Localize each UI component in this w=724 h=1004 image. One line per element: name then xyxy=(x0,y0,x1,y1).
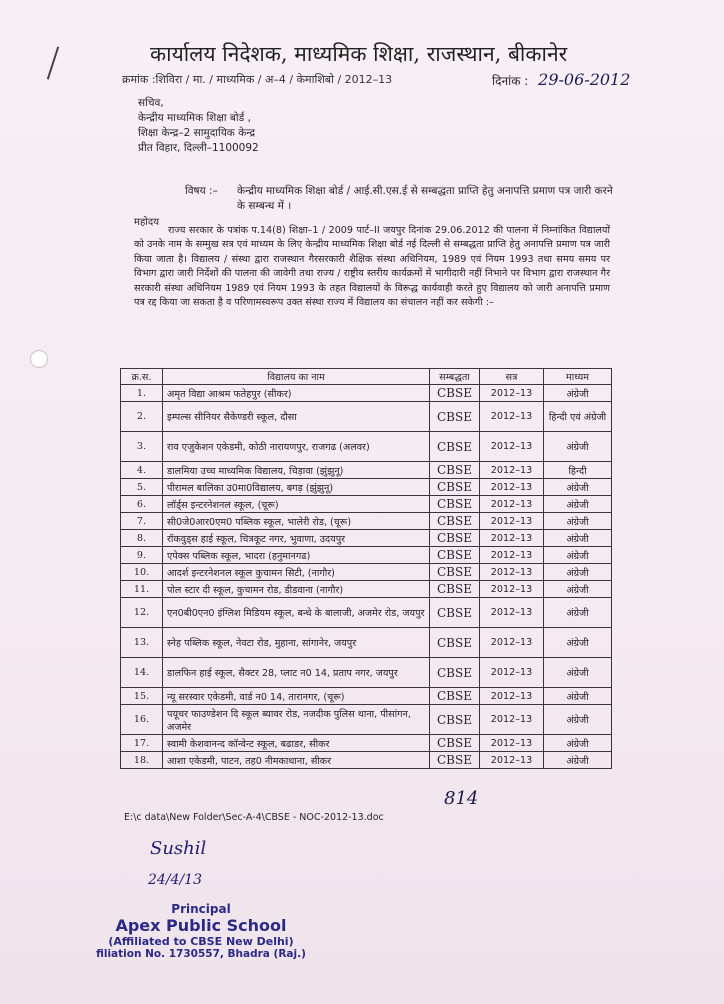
school-stamp xyxy=(86,902,316,960)
table-row xyxy=(121,735,612,752)
medium-cell: अंग्रेजी xyxy=(544,385,612,402)
affiliation-cell: CBSE xyxy=(430,628,480,658)
salutation: महोदय xyxy=(134,217,159,228)
table-row xyxy=(121,402,612,432)
header-school-name: विद्यालय का नाम xyxy=(163,369,430,385)
serial-cell: 1. xyxy=(121,385,163,402)
affiliation-cell: CBSE xyxy=(430,385,480,402)
signature: Sushil xyxy=(150,838,207,859)
header-medium: माध्यम xyxy=(544,369,612,385)
school-name-cell: न्यू सरस्वार एकेडमी, वार्ड न0 14, तारानगर, (चूरू) xyxy=(163,688,430,705)
session-cell: 2012–13 xyxy=(480,496,544,513)
affiliation-cell: CBSE xyxy=(430,752,480,769)
signature-date: 24/4/13 xyxy=(148,872,202,888)
header-session: सत्र xyxy=(480,369,544,385)
serial-cell: 15. xyxy=(121,688,163,705)
serial-cell: 3. xyxy=(121,432,163,462)
serial-cell: 9. xyxy=(121,547,163,564)
serial-cell: 16. xyxy=(121,705,163,735)
table-row xyxy=(121,752,612,769)
serial-cell: 7. xyxy=(121,513,163,530)
affiliation-cell: CBSE xyxy=(430,658,480,688)
session-cell: 2012–13 xyxy=(480,402,544,432)
session-cell: 2012–13 xyxy=(480,688,544,705)
affiliation-cell: CBSE xyxy=(430,432,480,462)
session-cell: 2012–13 xyxy=(480,752,544,769)
stamp-role: Principal xyxy=(171,902,231,916)
table-header-row xyxy=(121,369,612,385)
affiliation-cell: CBSE xyxy=(430,462,480,479)
date-line xyxy=(492,70,630,89)
school-name-cell: लॉर्ड्स इन्टरनेशनल स्कूल, (चूरू) xyxy=(163,496,430,513)
serial-cell: 8. xyxy=(121,530,163,547)
affiliation-cell: CBSE xyxy=(430,402,480,432)
table-row xyxy=(121,432,612,462)
medium-cell: अंग्रेजी xyxy=(544,688,612,705)
serial-cell: 13. xyxy=(121,628,163,658)
table-row xyxy=(121,564,612,581)
medium-cell: अंग्रेजी xyxy=(544,513,612,530)
table-row xyxy=(121,598,612,628)
school-name-cell: सी0जे0आर0एम0 पब्लिक स्कूल, भालेरी रोड, (चूरू) xyxy=(163,513,430,530)
school-name-cell: रॉकवुड्स हाई स्कूल, चित्रकूट नगर, भुवाणा, उदयपुर xyxy=(163,530,430,547)
subject-text: केन्द्रीय माध्यमिक शिक्षा बोर्ड / आई.सी.एस.ई से सम्बद्धता प्राप्ति हेतु अनापत्ति प्रमाण पत्र जारी करने के सम्बन्ध में । xyxy=(237,185,613,212)
session-cell: 2012–13 xyxy=(480,385,544,402)
affiliation-cell: CBSE xyxy=(430,688,480,705)
school-name-cell: अमृत विद्या आश्रम फतेहपुर (सीकर) xyxy=(163,385,430,402)
medium-cell: अंग्रेजी xyxy=(544,598,612,628)
medium-cell: अंग्रेजी xyxy=(544,547,612,564)
medium-cell: हिन्दी xyxy=(544,462,612,479)
address-line: सचिव, xyxy=(138,97,164,109)
table-row xyxy=(121,628,612,658)
affiliation-cell: CBSE xyxy=(430,735,480,752)
school-name-cell: एपेक्स पब्लिक स्कूल, भादरा (हनुमानगढ) xyxy=(163,547,430,564)
affiliation-cell: CBSE xyxy=(430,705,480,735)
serial-cell: 18. xyxy=(121,752,163,769)
school-name-cell: डालफिन हाई स्कूल, सैक्टर 28, प्लाट न0 14, प्रताप नगर, जयपुर xyxy=(163,658,430,688)
punch-hole xyxy=(30,350,48,368)
serial-cell: 14. xyxy=(121,658,163,688)
address-line: प्रीत विहार, दिल्ली–1100092 xyxy=(138,142,259,154)
page-mark: 814 xyxy=(444,788,479,809)
school-name-cell: पयूचर फाउण्डेशन दि स्कूल ब्यावर रोड, नजदीक पुलिस थाना, पीसांगन, अजमेर xyxy=(163,705,430,735)
serial-cell: 4. xyxy=(121,462,163,479)
medium-cell: अंग्रेजी xyxy=(544,581,612,598)
medium-cell: अंग्रेजी xyxy=(544,530,612,547)
session-cell: 2012–13 xyxy=(480,598,544,628)
school-name-cell: एन0बी0एन0 इंग्लिश मिडियम स्कूल, बन्धे के बालाजी, अजमेर रोड, जयपुर xyxy=(163,598,430,628)
medium-cell: अंग्रेजी xyxy=(544,432,612,462)
affiliation-cell: CBSE xyxy=(430,598,480,628)
medium-cell: अंग्रेजी xyxy=(544,705,612,735)
table-row xyxy=(121,462,612,479)
serial-cell: 12. xyxy=(121,598,163,628)
stamp-school: Apex Public School xyxy=(115,916,287,935)
session-cell: 2012–13 xyxy=(480,735,544,752)
medium-cell: अंग्रेजी xyxy=(544,658,612,688)
school-name-cell: पीरामल बालिका उ0मा0विद्यालय, बगड़ (झुंझुनू) xyxy=(163,479,430,496)
serial-cell: 10. xyxy=(121,564,163,581)
school-name-cell: स्वामी केशवानन्द कॉन्वेन्ट स्कूल, बढाडर, सीकर xyxy=(163,735,430,752)
stamp-affiliation: (Affiliated to CBSE New Delhi) xyxy=(108,935,294,948)
pen-mark xyxy=(47,47,59,80)
office-title: कार्यालय निदेशक, माध्यमिक शिक्षा, राजस्थान, बीकानेर xyxy=(150,42,568,66)
school-name-cell: डालमिया उच्च माध्यमिक विद्यालय, चिड़ावा (झुंझुनू) xyxy=(163,462,430,479)
session-cell: 2012–13 xyxy=(480,581,544,598)
table-row xyxy=(121,547,612,564)
session-cell: 2012–13 xyxy=(480,705,544,735)
session-cell: 2012–13 xyxy=(480,628,544,658)
serial-cell: 5. xyxy=(121,479,163,496)
file-path: E:\c data\New Folder\Sec-A-4\CBSE - NOC-2012-13.doc xyxy=(124,812,384,823)
subject-block xyxy=(185,184,625,214)
session-cell: 2012–13 xyxy=(480,513,544,530)
body-paragraph: राज्य सरकार के पत्रांक प.14(8) शिक्षा–1 / 2009 पार्ट–II जयपुर दिनांक 29.06.2012 की पालना में निम्नांकित विद्यालयों को उनके नाम के सम्मुख सत्र एवं माध्यम के लिए केन्द्रीय माध्यमिक शिक्षा बोर्ड नई दिल्ली से सम्बद्धता प्राप्ति हेतु अनापत्ति प्रमाण पत्र जारी किया जाता है। विद्यालय / संस्था द्वारा राजस्थान गैरसरकारी शैक्षिक संस्था अधिनियम, 1989 एवं नियम 1993 तथा समय समय पर विभाग द्वारा जारी निर्देशों की पालना की जावेगी तथा राज्य / राष्ट्रीय स्तरीय कार्यक्रमों में भागीदारी नहीं निभाने पर विभाग द्वारा राजस्थान गैर सरकारी संस्था अधिनियम 1989 एवं नियम 1993 के तहत विद्यालयों के विरूद्ध कार्यवाही करते हुए विद्यालय को जारी अनापत्ति प्रमाण पत्र रद्द किया जा सकता है व परिणामस्वरूप उक्त संस्था राज्य में विद्यालय का संचालन नहीं कर सकेगी :– xyxy=(134,225,610,309)
medium-cell: हिन्दी एवं अंग्रेजी xyxy=(544,402,612,432)
date-value: 29-06-2012 xyxy=(538,70,631,89)
session-cell: 2012–13 xyxy=(480,564,544,581)
affiliation-cell: CBSE xyxy=(430,547,480,564)
school-name-cell: पोल स्टार दी स्कूल, कुचामन रोड, डीडवाना (नागौर) xyxy=(163,581,430,598)
medium-cell: अंग्रेजी xyxy=(544,628,612,658)
affiliation-cell: CBSE xyxy=(430,530,480,547)
table-row xyxy=(121,513,612,530)
school-name-cell: आशा एकेडमी, पाटन, तह0 नीमकाथाना, सीकर xyxy=(163,752,430,769)
affiliation-cell: CBSE xyxy=(430,581,480,598)
medium-cell: अंग्रेजी xyxy=(544,496,612,513)
table-row xyxy=(121,705,612,735)
school-name-cell: स्नेह पब्लिक स्कूल, नेवटा रोड, मुहाना, सांगानेर, जयपुर xyxy=(163,628,430,658)
table-row xyxy=(121,385,612,402)
table-row xyxy=(121,530,612,547)
session-cell: 2012–13 xyxy=(480,479,544,496)
serial-cell: 11. xyxy=(121,581,163,598)
serial-cell: 6. xyxy=(121,496,163,513)
session-cell: 2012–13 xyxy=(480,462,544,479)
header-affiliation: सम्बद्धता xyxy=(430,369,480,385)
school-name-cell: आदर्श इन्टरनेशनल स्कूल कुचामन सिटी, (नागौर) xyxy=(163,564,430,581)
table-row xyxy=(121,496,612,513)
session-cell: 2012–13 xyxy=(480,432,544,462)
school-name-cell: राव एजुकेशन एकेडमी, कोठी नारायणपुर, राजगढ (अलवर) xyxy=(163,432,430,462)
table-row xyxy=(121,479,612,496)
medium-cell: अंग्रेजी xyxy=(544,735,612,752)
table-row xyxy=(121,581,612,598)
medium-cell: अंग्रेजी xyxy=(544,752,612,769)
affiliation-cell: CBSE xyxy=(430,496,480,513)
school-table xyxy=(120,368,612,769)
serial-cell: 2. xyxy=(121,402,163,432)
header-serial: क्र.स. xyxy=(121,369,163,385)
session-cell: 2012–13 xyxy=(480,658,544,688)
date-label: दिनांक : xyxy=(492,74,529,88)
session-cell: 2012–13 xyxy=(480,530,544,547)
address-line: केन्द्रीय माध्यमिक शिक्षा बोर्ड , xyxy=(138,112,251,124)
serial-cell: 17. xyxy=(121,735,163,752)
medium-cell: अंग्रेजी xyxy=(544,479,612,496)
table-row xyxy=(121,658,612,688)
stamp-number: filiation No. 1730557, Bhadra (Raj.) xyxy=(96,948,306,960)
recipient-address xyxy=(138,96,259,156)
address-line: शिक्षा केन्द्र–2 सामुदायिक केन्द्र xyxy=(138,127,256,139)
session-cell: 2012–13 xyxy=(480,547,544,564)
affiliation-cell: CBSE xyxy=(430,513,480,530)
medium-cell: अंग्रेजी xyxy=(544,564,612,581)
reference-number: क्रमांक :शिविरा / मा. / माध्यमिक / अ–4 / केमाशिबो / 2012–13 xyxy=(122,73,393,86)
table-row xyxy=(121,688,612,705)
affiliation-cell: CBSE xyxy=(430,564,480,581)
affiliation-cell: CBSE xyxy=(430,479,480,496)
subject-label: विषय :– xyxy=(185,185,218,197)
school-name-cell: इम्पल्स सीनियर सैकेण्डरी स्कूल, दौसा xyxy=(163,402,430,432)
